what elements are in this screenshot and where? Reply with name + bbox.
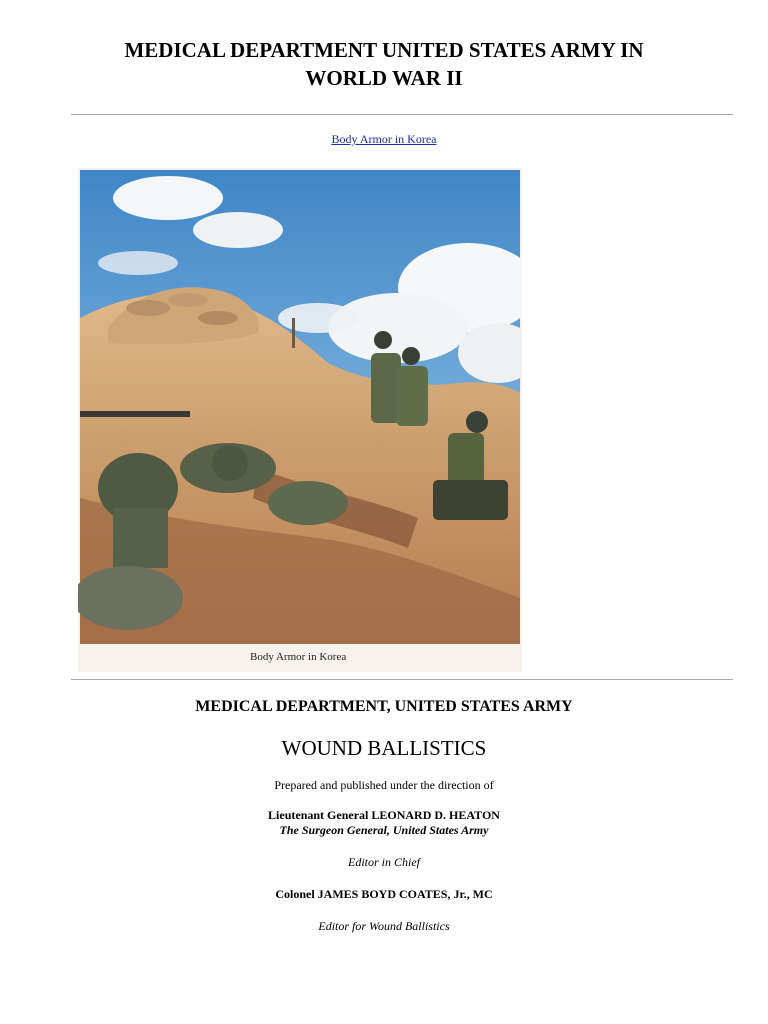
figure-caption: Body Armor in Korea <box>250 651 347 663</box>
top-divider <box>71 114 733 115</box>
editor-in-chief-label: Editor in Chief <box>348 855 420 869</box>
department-heading: MEDICAL DEPARTMENT, UNITED STATES ARMY <box>195 698 573 715</box>
frontispiece-photo <box>78 168 522 672</box>
page-title-line-2: WORLD WAR II <box>305 66 463 90</box>
book-title: WOUND BALLISTICS <box>281 736 487 760</box>
korea-battlefield-photo <box>78 168 522 672</box>
surgeon-general-title: The Surgeon General, United States Army <box>279 823 489 837</box>
page-title <box>60 36 708 92</box>
editor-in-chief-name: Colonel JAMES BOYD COATES, Jr., MC <box>275 887 493 901</box>
figure-link[interactable]: Body Armor in Korea <box>331 132 437 146</box>
prepared-line: Prepared and published under the direction of <box>274 778 494 792</box>
surgeon-general-name: Lieutenant General LEONARD D. HEATON <box>268 808 500 822</box>
editor-wound-ballistics-label: Editor for Wound Ballistics <box>318 919 450 933</box>
page-title-line-1: MEDICAL DEPARTMENT UNITED STATES ARMY IN <box>124 38 644 62</box>
bottom-divider <box>71 679 733 680</box>
